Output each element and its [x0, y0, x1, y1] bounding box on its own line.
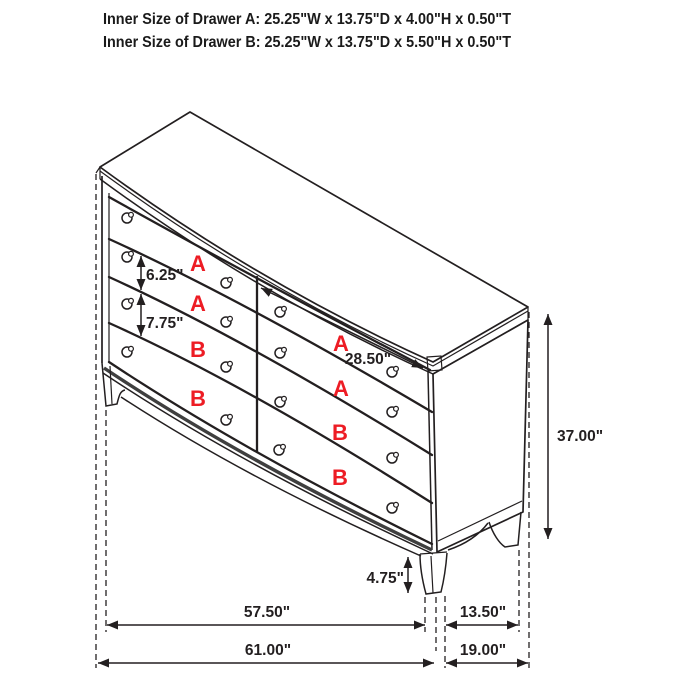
dim-label-leg-height: 4.75"	[366, 570, 404, 587]
drawer-knob-icon	[274, 444, 285, 455]
dim-label-right-section-width: 28.50"	[344, 351, 392, 368]
drawer-label-right-1: A	[333, 331, 349, 356]
dresser-drawing	[96, 112, 528, 594]
drawer-label-left-2: A	[190, 291, 206, 316]
drawer-knob-icon	[387, 452, 398, 463]
drawer-label-right-4: B	[332, 465, 348, 490]
dim-label-front-leg-span: 57.50"	[243, 604, 291, 621]
drawer-knob-icon	[221, 414, 232, 425]
drawer-knob-icon	[387, 406, 398, 417]
dim-label-side-leg-span: 13.50"	[459, 604, 507, 621]
drawer-knob-icon	[122, 212, 133, 223]
dim-label-overall-width: 61.00"	[244, 642, 292, 659]
drawer-b-inner-size-text: Inner Size of Drawer B: 25.25"W x 13.75"D x 5.50"H x 0.50"T	[103, 34, 512, 51]
drawer-knob-icon	[122, 251, 133, 262]
dim-label-overall-height: 37.00"	[557, 428, 604, 445]
drawer-row-line-bottom	[109, 362, 432, 544]
side-panel	[433, 320, 528, 552]
drawer-knob-icon	[387, 502, 398, 513]
drawer-knob-icon	[275, 347, 286, 358]
drawer-knob-icon	[275, 306, 286, 317]
drawer-label-left-1: A	[190, 251, 206, 276]
drawer-label-right-2: A	[333, 376, 349, 401]
title-block	[103, 11, 511, 51]
drawer-knob-icon	[122, 298, 133, 309]
drawer-label-left-4: B	[190, 386, 206, 411]
dim-label-drawer-b-height: 7.75"	[146, 315, 184, 332]
drawer-label-left-3: B	[190, 337, 206, 362]
drawer-knob-icon	[221, 316, 232, 327]
front-right-post-inner	[428, 372, 432, 550]
dim-label-drawer-a-height: 6.25"	[146, 267, 184, 284]
dim-label-overall-depth: 19.00"	[459, 642, 507, 659]
front-right-leg	[420, 553, 447, 594]
drawer-label-right-3: B	[332, 420, 348, 445]
drawer-knob-icon	[221, 361, 232, 372]
drawer-a-inner-size-text: Inner Size of Drawer A: 25.25"W x 13.75"D x 4.00"H x 0.50"T	[103, 11, 512, 28]
drawer-knob-icon	[122, 346, 133, 357]
drawer-knob-icon	[275, 396, 286, 407]
drawer-knob-icon	[221, 277, 232, 288]
